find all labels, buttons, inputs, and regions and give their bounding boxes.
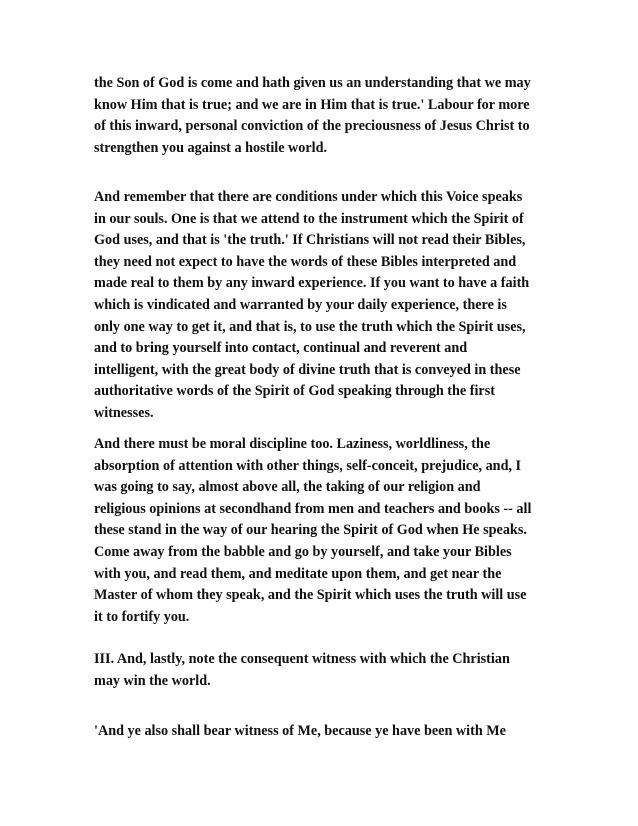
paragraph-2 [94, 187, 554, 425]
paragraph-4 [94, 649, 554, 692]
text-line: And remember that there are conditions under which this Voice speaks [94, 189, 523, 205]
text-line: Come away from the babble and go by yourself, and take your Bibles [94, 543, 512, 560]
text-line: they need not expect to have the words of these Bibles interpreted and [94, 253, 517, 270]
text-line: III. And, lastly, note the consequent witness with which the Christian [94, 651, 510, 667]
text-line: it to fortify you. [94, 608, 190, 625]
text-line: may win the world. [94, 672, 211, 689]
text-line: and to bring yourself into contact, continual and reverent and [94, 340, 468, 357]
text-line: authoritative words of the Spirit of God speaking through the first [94, 383, 495, 400]
text-line: witnesses. [94, 404, 154, 421]
text-line: which is vindicated and warranted by your daily experience, there is [94, 296, 507, 313]
text-line: strengthen you against a hostile world. [94, 139, 328, 156]
paragraph-1 [94, 73, 554, 159]
text-line: the Son of God is come and hath given us an understanding that we may [94, 75, 531, 91]
text-line: only one way to get it, and that is, to use the truth which the Spirit uses, [94, 318, 526, 335]
paragraph-3 [94, 434, 554, 628]
text-line: in our souls. One is that we attend to the instrument which the Spirit of [94, 210, 524, 227]
text-line: made real to them by any inward experience. If you want to have a faith [94, 275, 530, 292]
text-line: And there must be moral discipline too. Laziness, worldliness, the [94, 436, 491, 452]
text-line: absorption of attention with other things, self-conceit, prejudice, and, I [94, 457, 522, 474]
paragraph-5 [94, 721, 554, 743]
text-line: of this inward, personal conviction of the preciousness of Jesus Christ to [94, 118, 530, 135]
text-line: religious opinions at secondhand from men and teachers and books -- all [94, 500, 532, 517]
text-line: intelligent, with the great body of divine truth that is conveyed in these [94, 361, 521, 378]
text-line: was going to say, almost above all, the taking of our religion and [94, 479, 481, 496]
text-line: 'And ye also shall bear witness of Me, because ye have been with Me [94, 723, 506, 739]
text-line: God uses, and that is 'the truth.' If Christians will not read their Bibles, [94, 232, 526, 249]
text-line: these stand in the way of our hearing the Spirit of God when He speaks. [94, 522, 527, 539]
text-line: know Him that is true; and we are in Him that is true.' Labour for more [94, 96, 530, 113]
text-line: with you, and read them, and meditate upon them, and get near the [94, 565, 502, 582]
text-line: Master of whom they speak, and the Spirit which uses the truth will use [94, 587, 527, 604]
